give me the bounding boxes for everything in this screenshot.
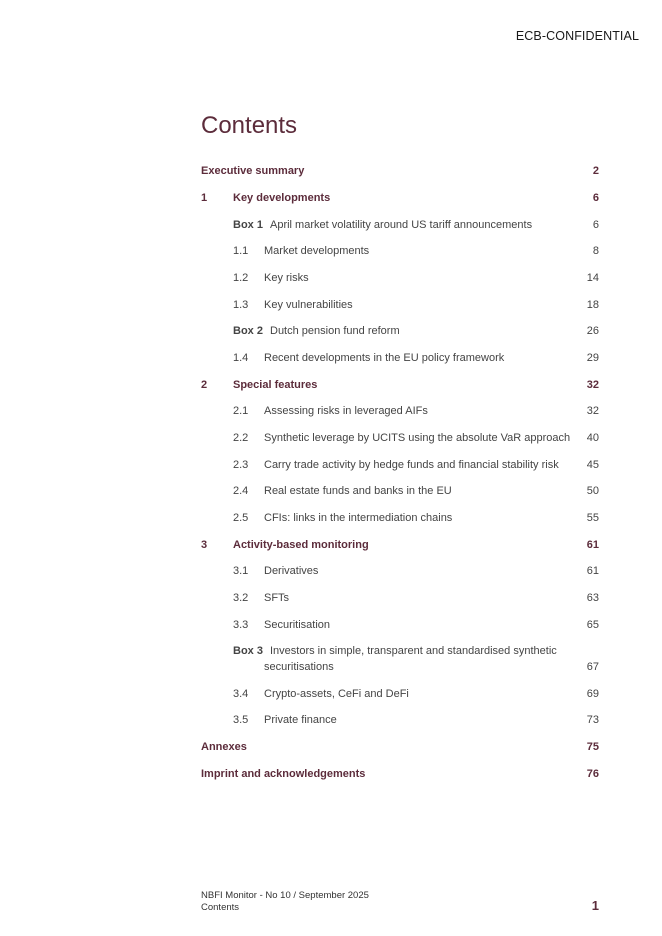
- toc-page: 50: [586, 485, 599, 497]
- toc-page: 29: [586, 352, 599, 364]
- toc-label: Derivatives: [264, 565, 319, 577]
- toc-page: 26: [586, 325, 599, 337]
- footer-publication: NBFI Monitor - No 10 / September 2025: [201, 890, 369, 901]
- toc-number: 2.1: [233, 405, 249, 417]
- toc-page: 63: [586, 592, 599, 604]
- toc-number: Box 1: [233, 219, 263, 231]
- toc-page: 45: [586, 459, 599, 471]
- toc-number: 1.4: [233, 352, 249, 364]
- toc-page: 73: [586, 714, 599, 726]
- toc-number: 2.5: [233, 512, 249, 524]
- toc-label: Key developments: [233, 192, 331, 204]
- toc-page: 40: [586, 432, 599, 444]
- toc-label-line-1: Investors in simple, transparent and standardised synthetic: [270, 645, 557, 657]
- toc-label: Activity-based monitoring: [233, 539, 369, 551]
- toc-page: 18: [586, 299, 599, 311]
- toc-label: Imprint and acknowledgements: [201, 768, 366, 780]
- toc-page: 61: [586, 565, 599, 577]
- toc-label: Real estate funds and banks in the EU: [264, 485, 452, 497]
- toc-label: Crypto-assets, CeFi and DeFi: [264, 688, 409, 700]
- toc-label: Assessing risks in leveraged AIFs: [264, 405, 428, 417]
- toc-page: 8: [592, 245, 599, 257]
- toc-number: 2.4: [233, 485, 249, 497]
- toc-page: 55: [586, 512, 599, 524]
- toc-number: 1.2: [233, 272, 249, 284]
- toc-number: 2.2: [233, 432, 249, 444]
- toc-number: Box 3: [233, 645, 263, 657]
- toc-page: 61: [586, 539, 599, 551]
- page-title: Contents: [201, 112, 298, 139]
- classification-label: ECB-CONFIDENTIAL: [515, 29, 639, 43]
- toc-label: Market developments: [264, 245, 370, 257]
- page-footer: [201, 890, 369, 914]
- toc-number: 2.3: [233, 459, 249, 471]
- toc-page: 65: [586, 619, 599, 631]
- toc-label: Executive summary: [201, 165, 305, 177]
- toc-page: 69: [586, 688, 599, 700]
- toc-number: 3.5: [233, 714, 249, 726]
- toc-page: 6: [592, 219, 599, 231]
- toc-label: Key vulnerabilities: [264, 299, 353, 311]
- toc-page: 76: [586, 768, 599, 780]
- toc-number: 3: [201, 539, 208, 551]
- toc-number: 1.3: [233, 299, 249, 311]
- toc-page: 32: [586, 405, 599, 417]
- toc-label: Private finance: [264, 714, 337, 726]
- toc-number: 3.4: [233, 688, 249, 700]
- toc-number: 1.1: [233, 245, 249, 257]
- toc-label: Recent developments in the EU policy framework: [264, 352, 505, 364]
- toc-label: Annexes: [201, 741, 247, 753]
- toc-label: Key risks: [264, 272, 309, 284]
- toc-label: Dutch pension fund reform: [270, 325, 400, 337]
- page-number: 1: [591, 898, 599, 913]
- toc-number: Box 2: [233, 325, 263, 337]
- toc-label: Special features: [233, 379, 318, 391]
- toc-number: 2: [201, 379, 208, 391]
- toc-page: 2: [592, 165, 599, 177]
- toc-label: SFTs: [264, 592, 290, 604]
- toc-number: 3.1: [233, 565, 249, 577]
- toc-number: 3.3: [233, 619, 249, 631]
- toc-page: 6: [592, 192, 599, 204]
- toc-label: Carry trade activity by hedge funds and financial stability risk: [264, 459, 559, 471]
- toc-page: 75: [586, 741, 599, 753]
- toc-number: 3.2: [233, 592, 249, 604]
- toc-page: 14: [586, 272, 599, 284]
- toc-page: 32: [586, 379, 599, 391]
- toc-number: 1: [201, 192, 208, 204]
- toc-label: Synthetic leverage by UCITS using the absolute VaR approach: [264, 432, 571, 444]
- toc-label: Securitisation: [264, 619, 331, 631]
- toc-label: April market volatility around US tariff announcements: [270, 219, 533, 231]
- toc-label: CFIs: links in the intermediation chains: [264, 512, 453, 524]
- toc-label-line-2: securitisations: [264, 661, 334, 673]
- toc-page: 67: [586, 661, 599, 673]
- footer-section: Contents: [201, 902, 240, 913]
